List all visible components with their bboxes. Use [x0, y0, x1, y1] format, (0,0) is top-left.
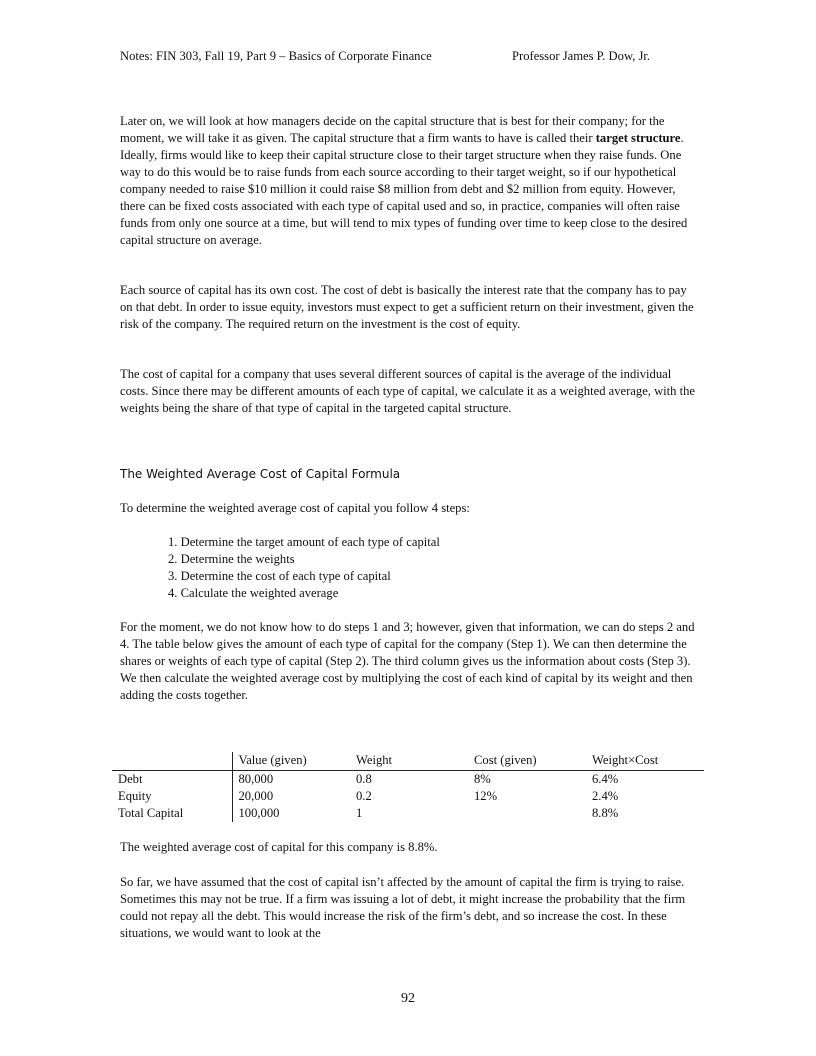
- table-header-cell: [112, 752, 232, 771]
- header-course-title: Notes: FIN 303, Fall 19, Part 9 – Basics of Corporate Finance: [120, 49, 432, 63]
- table-row: [112, 788, 704, 805]
- page-number: 92: [401, 991, 415, 1006]
- paragraph-wacc-result: The weighted average cost of capital for this company is 8.8%.: [120, 840, 438, 854]
- table-cell: 1: [356, 806, 363, 820]
- table-header-cell: Weight×Cost: [592, 753, 659, 767]
- table-cell: 8%: [474, 772, 491, 786]
- table-cell: 2.4%: [592, 789, 619, 803]
- paragraph-steps-intro: To determine the weighted average cost of capital you follow 4 steps:: [120, 501, 470, 515]
- table-cell: 8.8%: [592, 806, 619, 820]
- paragraph-capital-structure: Later on, we will look at how managers decide on the capital structure that is best for their company; for the moment, we will take it as given. The capital structure that a firm wants to have is called their target structure. Ideally, firms would like to keep their capital structure close to their target structure when they raise funds. One way to do this would be to raise funds from each source according to their target weight, so if our hypothetical company needed to raise $10 million it could raise $8 million from debt and $2 million from equity. However, there can be fixed costs associated with each type of capital used and so, in practice, companies will often raise funds from only one source at a time, but will tend to mix types of funding over time to keep close to the desired capital structure on average.: [120, 114, 688, 247]
- step-item: 1. Determine the target amount of each type of capital: [168, 535, 440, 549]
- table-cell: Total Capital: [112, 805, 232, 822]
- wacc-table-container: [112, 752, 704, 822]
- page-header: [120, 48, 710, 65]
- table-cell: 12%: [474, 789, 498, 803]
- wacc-table: [112, 752, 704, 822]
- paragraph-source-costs: Each source of capital has its own cost. The cost of debt is basically the interest rate that the company has to pay on that debt. In order to issue equity, investors must expect to get a sufficient return on their investment, given the risk of the company. The required return on the investment is the cost of equity.: [120, 283, 694, 331]
- table-cell: 20,000: [238, 789, 274, 803]
- table-cell: 100,000: [238, 806, 280, 820]
- table-header-cell: Weight: [356, 753, 393, 767]
- term-target-structure: target structure: [595, 131, 681, 145]
- table-cell: 0.2: [356, 789, 372, 803]
- table-cell: 80,000: [238, 772, 274, 786]
- steps-list: [168, 534, 440, 602]
- paragraph-table-intro: For the moment, we do not know how to do steps 1 and 3; however, given that information, we can do steps 2 and 4. The table below gives the amount of each type of capital for the company (Step 1). We can then determine the shares or weights of each type of capital (Step 2). The third column gives us the information about costs (Step 3). We then calculate the weighted average cost by multiplying the cost of each kind of capital by its weight and then adding the costs together.: [120, 620, 695, 702]
- table-cell: 0.8: [356, 772, 372, 786]
- table-cell: 6.4%: [592, 772, 619, 786]
- table-cell: Equity: [112, 788, 232, 805]
- paragraph-capital-amount: So far, we have assumed that the cost of capital isn’t affected by the amount of capital the firm is trying to raise. Sometimes this may not be true. If a firm was issuing a lot of debt, it might increase the probability that the firm could not repay all the debt. This would increase the risk of the firm’s debt, and so increase the cost. In these situations, we would want to look at the: [120, 875, 686, 940]
- table-row: [112, 805, 704, 822]
- table-cell: [468, 805, 586, 822]
- table-header-cell: Cost (given): [474, 753, 537, 767]
- paragraph-cost-of-capital: The cost of capital for a company that uses several different sources of capital is the average of the individual costs. Since there may be different amounts of each type of capital, we calculate it as a weighted average, with the weights being the share of that type of capital in the targeted capital structure.: [120, 367, 696, 415]
- step-item: 2. Determine the weights: [168, 552, 295, 566]
- table-row: [112, 771, 704, 789]
- header-professor: Professor James P. Dow, Jr.: [512, 49, 651, 63]
- step-item: 4. Calculate the weighted average: [168, 586, 339, 600]
- table-header-cell: Value (given): [238, 753, 307, 767]
- table-header-row: [112, 752, 704, 771]
- table-cell: Debt: [112, 771, 232, 789]
- section-heading: The Weighted Average Cost of Capital Formula: [120, 467, 401, 481]
- step-item: 3. Determine the cost of each type of capital: [168, 569, 391, 583]
